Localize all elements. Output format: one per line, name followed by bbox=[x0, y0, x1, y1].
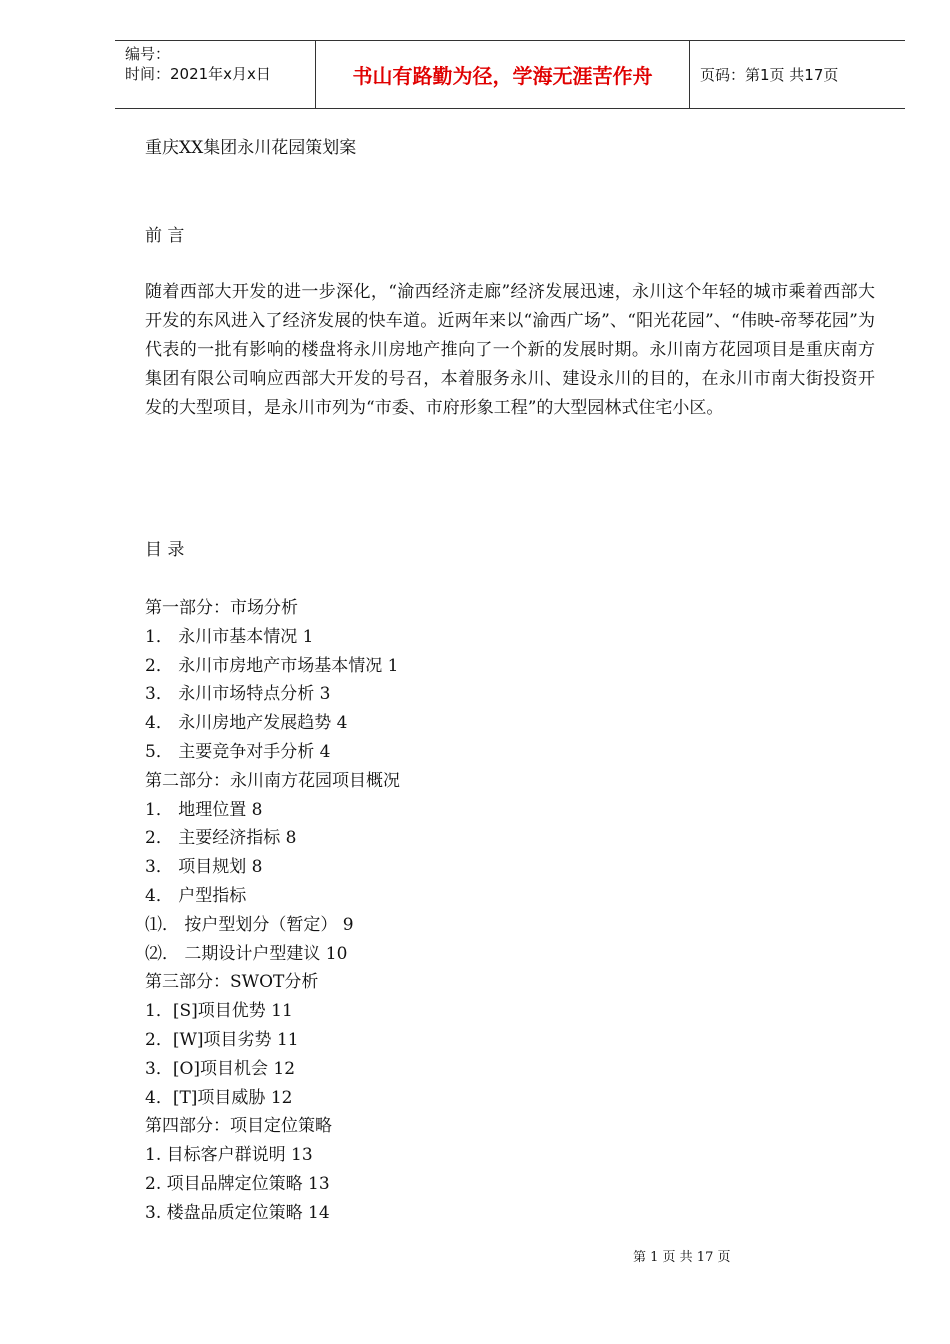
toc-item: 2．[W]项目劣势 11 bbox=[145, 1030, 299, 1050]
toc-item: 第四部分：项目定位策略 bbox=[145, 1116, 332, 1137]
toc-item: 4． 户型指标 bbox=[145, 886, 247, 906]
toc-item: 2. 项目品牌定位策略 13 bbox=[145, 1174, 330, 1194]
toc-item: 1．[S]项目优势 11 bbox=[145, 1001, 293, 1022]
doc-title: 重庆XX集团永川花园策划案 bbox=[145, 138, 357, 158]
toc-item: 3．[O]项目机会 12 bbox=[145, 1058, 296, 1079]
header-page-label: 页码：第1页 共17页 bbox=[700, 66, 839, 84]
toc-item: 3． 永川市场特点分析 3 bbox=[145, 684, 331, 705]
toc-item: 5． 主要竞争对手分析 4 bbox=[145, 742, 331, 762]
toc-heading: 目 录 bbox=[145, 540, 185, 560]
toc-item: 2． 永川市房地产市场基本情况 1 bbox=[145, 655, 399, 676]
toc-item: 1． 地理位置 8 bbox=[145, 799, 263, 820]
toc-item: 1. 目标客户群说明 13 bbox=[145, 1145, 313, 1166]
header-meta bbox=[115, 41, 316, 108]
toc-item: 3． 项目规划 8 bbox=[145, 857, 263, 878]
preface-heading: 前 言 bbox=[145, 226, 185, 246]
toc-item: 2． 主要经济指标 8 bbox=[145, 828, 297, 849]
toc-item: ⑵． 二期设计户型建议 10 bbox=[145, 943, 348, 964]
page-footer: 第 1 页 共 17 页 bbox=[633, 1250, 731, 1265]
preface-paragraph: 随着西部大开发的进一步深化，“渝西经济走廊”经济发展迅速，永川这个年轻的城市乘着西部大开发的东风进入了经济发展的快车道。近两年来以“渝西广场”、“阳光花园”、“伟映-帝琴花园”为代表的一批有影响的楼盘将永川房地产推向了一个新的发展时期。永川南方花园项目是重庆南方集团有限公司响应西部大开发的号召，本着服务永川、建设永川的目的，在永川市南大街投资开发的大型项目，是永川市列为“市委、市府形象工程”的大型园林式住宅小区。 bbox=[145, 282, 875, 418]
toc-item: 第一部分：市场分析 bbox=[145, 598, 298, 618]
toc-item: 4．[T]项目威胁 12 bbox=[145, 1087, 293, 1108]
toc-item: ⑴． 按户型划分（暂定） 9 bbox=[145, 914, 354, 935]
toc-item: 第三部分：SWOT分析 bbox=[145, 972, 319, 993]
toc-item: 3. 楼盘品质定位策略 14 bbox=[145, 1202, 330, 1223]
toc-item: 第二部分：永川南方花园项目概况 bbox=[145, 770, 400, 791]
toc-item: 1． 永川市基本情况 1 bbox=[145, 626, 314, 647]
page-header bbox=[115, 40, 905, 109]
header-motto: 书山有路勤为径，学海无涯苦作舟 bbox=[316, 41, 690, 108]
doc-time-label: 时间：2021年x月x日 bbox=[125, 65, 271, 83]
doc-number-label: 编号： bbox=[125, 45, 171, 63]
toc-item: 4． 永川房地产发展趋势 4 bbox=[145, 713, 348, 734]
